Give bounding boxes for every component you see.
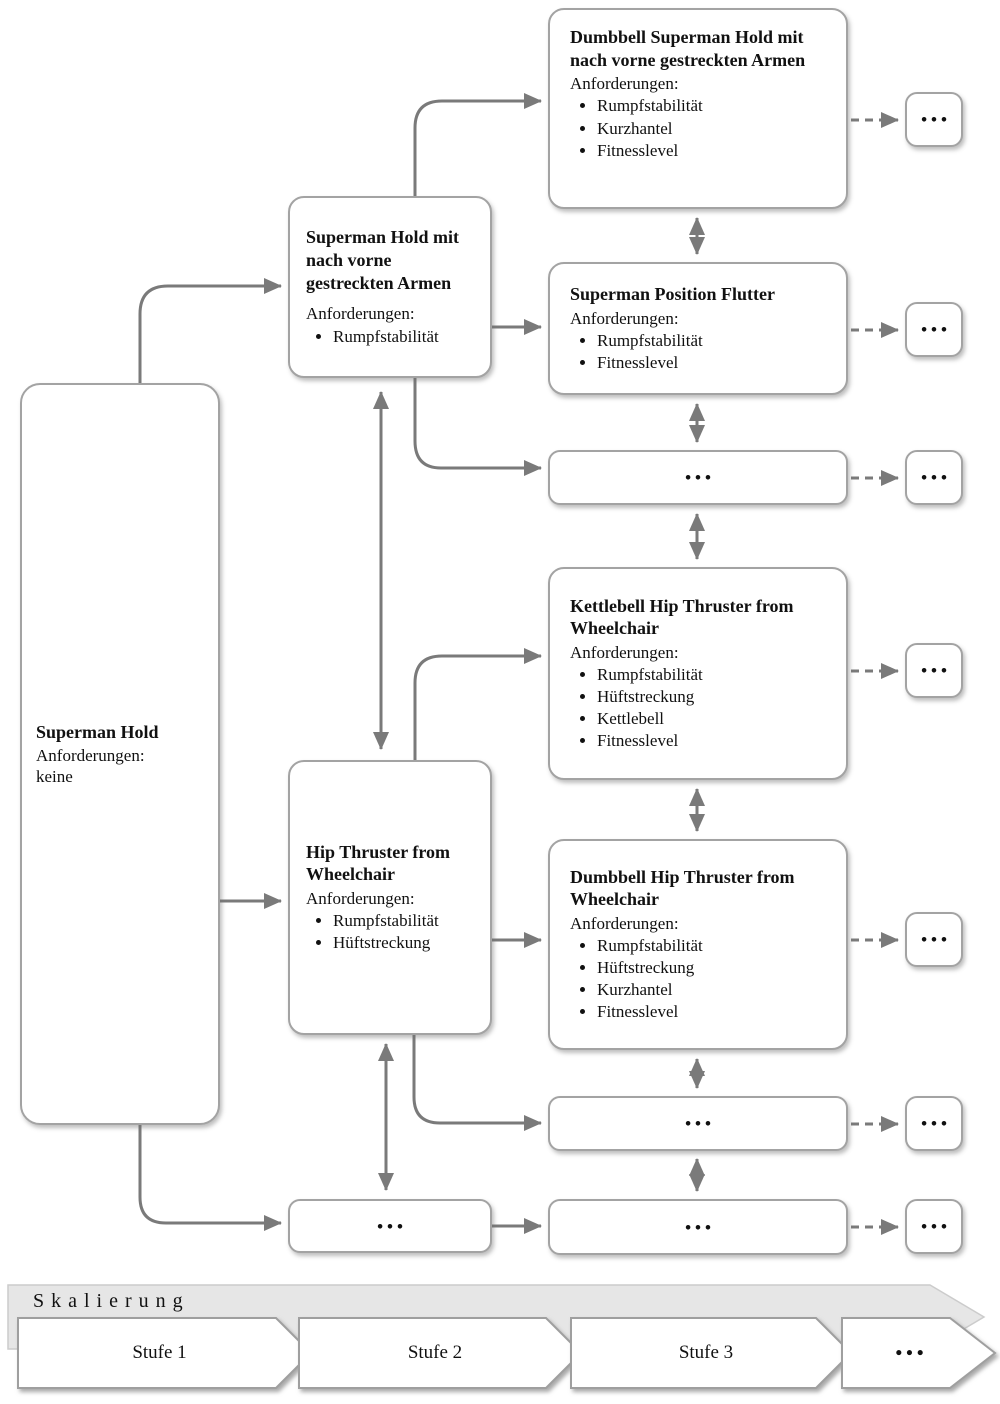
ellipsis: ••• [921,320,951,339]
ellipsis: ••• [921,468,951,487]
node-title: Kettlebell Hip Thruster from Wheelchair [570,595,794,639]
scaling-title: Skalierung [33,1290,190,1312]
requirements-label: Anforderungen: [306,304,415,324]
requirement-item: • Rumpfstabilität [333,910,474,931]
requirement-item: • Fitnesslevel [597,730,826,751]
arrow-mid1-to-r3 [415,378,541,468]
node-title: Superman Position Flutter [570,284,775,305]
ellipsis: ••• [685,1217,715,1237]
node-mid-more [288,1199,492,1253]
requirement-item: • Kurzhantel [597,118,826,139]
node-kettlebell-hip-thruster [548,567,848,780]
ellipsis: ••• [685,1114,715,1133]
requirements-list [570,934,826,1023]
ellipsis: ••• [377,1216,407,1236]
requirement-item: • Fitnesslevel [597,140,826,161]
requirement-item: • Rumpfstabilität [597,330,826,351]
requirement-item: • Fitnesslevel [597,1001,826,1022]
stub-more-4 [905,643,963,698]
arrow-left-to-mid3 [140,1125,281,1223]
requirement-item: • Kettlebell [597,708,826,729]
node-superman-hold-arms [288,196,492,378]
node-title: Superman Hold [36,721,159,742]
node-right-more-1 [548,450,848,505]
node-right-more-3 [548,1199,848,1255]
requirements-label: Anforderungen: [36,746,145,766]
node-dumbbell-hip-thruster [548,839,848,1050]
node-superman-position-flutter [548,262,848,395]
requirements-label: Anforderungen: [570,308,679,328]
arrow-left-to-mid1 [140,286,281,383]
requirement-item: • Rumpfstabilität [597,664,826,685]
stage-1-label: Stufe 1 [132,1342,187,1363]
stage-3-label: Stufe 3 [678,1342,734,1363]
stub-more-6 [905,1096,963,1151]
requirement-item: • Hüftstreckung [333,932,474,953]
requirements-list [306,909,474,954]
node-title: Dumbbell Superman Hold mit nach vorne gestreckten Armen [570,27,806,70]
node-title: Hip Thruster from Wheelchair [306,841,451,885]
requirements-none: keine [36,767,73,787]
node-dumbbell-superman-hold [548,8,848,209]
node-title: Dumbbell Hip Thruster from Wheelchair [570,866,795,910]
requirements-label: Anforderungen: [306,889,415,909]
requirement-item: • Rumpfstabilität [597,935,826,956]
node-hip-thruster [288,760,492,1035]
stub-more-2 [905,302,963,357]
stub-more-7 [905,1199,963,1254]
stage-more-label: ••• [895,1342,928,1364]
stub-more-3 [905,450,963,505]
requirements-list [570,329,826,374]
node-right-more-2 [548,1096,848,1151]
requirement-item: • Rumpfstabilität [597,95,826,116]
requirements-list [570,663,826,752]
requirement-item: • Rumpfstabilität [333,326,474,347]
requirement-item: • Fitnesslevel [597,352,826,373]
ellipsis: ••• [921,661,951,680]
requirements-label: Anforderungen: [570,74,679,94]
ellipsis: ••• [685,468,715,487]
stage-2-label: Stufe 2 [407,1342,463,1363]
stub-more-1 [905,92,963,147]
requirement-item: • Kurzhantel [597,979,826,1000]
requirements-label: Anforderungen: [570,642,679,662]
node-title: Superman Hold mit nach vorne gestreckten Armen [306,227,460,293]
requirements-list [570,94,826,161]
ellipsis: ••• [921,930,951,949]
stub-more-5 [905,912,963,967]
ellipsis: ••• [921,1217,951,1236]
requirement-item: • Hüftstreckung [597,957,826,978]
ellipsis: ••• [921,110,951,129]
requirement-item: • Hüftstreckung [597,686,826,707]
requirements-list [306,325,474,348]
arrow-mid2-to-r4 [415,656,541,760]
node-superman-hold [20,383,220,1125]
ellipsis: ••• [921,1114,951,1133]
arrow-mid1-to-r1 [415,101,541,196]
arrow-mid2-to-r6 [414,1035,541,1123]
requirements-label: Anforderungen: [570,913,679,933]
